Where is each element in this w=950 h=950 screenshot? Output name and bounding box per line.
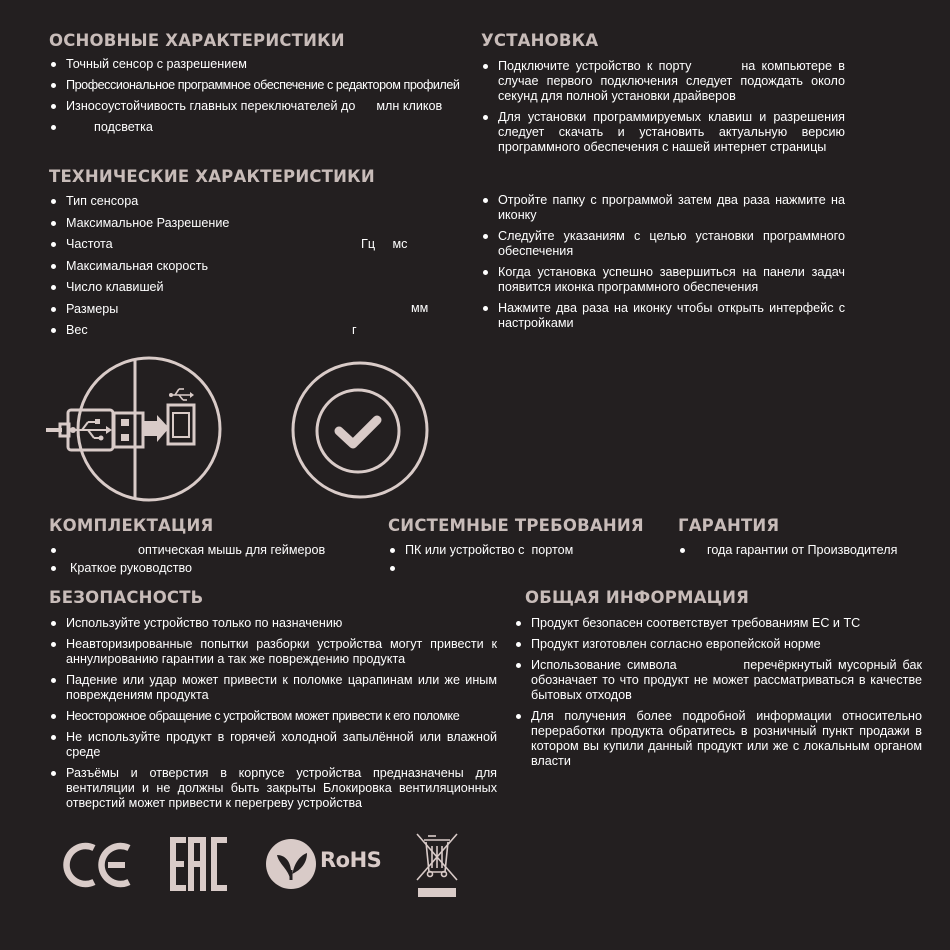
list-item: Отройте папку с программой затем два раза нажмите на иконку: [481, 193, 845, 223]
list-item: Максимальная скорость: [49, 259, 439, 274]
list-item: Продукт безопасен соответствует требованиям ЕС и ТС: [514, 616, 922, 631]
list-item: года гарантии от Производителя: [678, 543, 938, 558]
frequency-units: Гц мс: [361, 237, 408, 251]
list-item: Неосторожное обращение с устройством может привести к его поломке: [49, 709, 497, 724]
package-heading: КОМПЛЕКТАЦИЯ: [49, 516, 214, 535]
list-item: Продукт изготовлен согласно европейской норме: [514, 637, 922, 652]
list-item: Для установки программируемых клавиш и разрешения следует скачать и установить актуальную версию программного обеспечения с нашей интернет страницы: [481, 110, 845, 155]
list-item: Для получения более подробной информации относительно переработки продукта обратитесь в розничный пункт продажи в котором вы купили данный продукт или же с локальным органом власти: [514, 709, 922, 769]
tech-specs-list: [49, 194, 439, 338]
main-features-heading: ОСНОВНЫЕ ХАРАКТЕРИСТИКИ: [49, 31, 345, 50]
installation-list-b: [481, 193, 845, 331]
tech-specs-heading: ТЕХНИЧЕСКИЕ ХАРАКТЕРИСТИКИ: [49, 167, 375, 186]
list-item: Число клавишей: [49, 280, 439, 295]
list-item: Неавторизированные попытки разборки устройства могут привести к аннулированию гарантии а так же повреждению продукта: [49, 637, 497, 667]
list-item: Износоустойчивость главных переключателей до млн кликов: [49, 99, 489, 114]
list-item: Размеры: [49, 302, 439, 317]
list-item: Точный сенсор с разрешением: [49, 57, 489, 72]
rohs-leaf-icon: [265, 838, 317, 890]
checkmark-circle-icon: [290, 360, 430, 500]
system-requirements-heading: СИСТЕМНЫЕ ТРЕБОВАНИЯ: [388, 516, 644, 535]
safety-list: [49, 616, 497, 811]
list-item: Максимальное Разрешение: [49, 216, 439, 231]
list-item: Использование символа перечёркнутый мусорный бак обозначает то что продукт не может рассматриваться в качестве бытовых отходов: [514, 658, 922, 703]
general-info-list: [514, 616, 926, 769]
main-features-list: [49, 57, 489, 135]
list-item: Падение или удар может привести к поломке царапинам или же иным повреждениям продукта: [49, 673, 497, 703]
rohs-label: RoHS: [320, 848, 382, 872]
list-item: Частота: [49, 237, 439, 252]
list-item: оптическая мышь для геймеров: [49, 543, 389, 558]
list-item: Не используйте продукт в горячей холодной запылённой или влажной среде: [49, 730, 497, 760]
list-item: ПК или устройство с портом: [388, 543, 658, 558]
general-info-heading: ОБЩАЯ ИНФОРМАЦИЯ: [525, 588, 750, 607]
list-item: [388, 561, 658, 576]
list-item: Нажмите два раза на иконку чтобы открыть интерфейс с настройками: [481, 301, 845, 331]
list-item: Профессиональное программное обеспечение с редактором профилей: [49, 78, 489, 93]
package-list: [49, 543, 389, 576]
safety-heading: БЕЗОПАСНОСТЬ: [49, 588, 204, 607]
list-item: Когда установка успешно завершиться на панели задач появится иконка программного обеспечения: [481, 265, 845, 295]
list-item: Тип сенсора: [49, 194, 439, 209]
list-item: подсветка: [49, 120, 489, 135]
crossed-bin-icon: [414, 832, 460, 898]
system-requirements-list: [388, 543, 658, 576]
list-item: Краткое руководство: [49, 561, 389, 576]
list-item: Разъёмы и отверстия в корпусе устройства предназначены для вентиляции и не должны быть закрыты Блокировка вентиляционных отверстий может привести к перегреву устройства: [49, 766, 497, 811]
usb-connect-icon: [40, 358, 230, 503]
warranty-heading: ГАРАНТИЯ: [678, 516, 780, 535]
list-item: Подключите устройство к порту на компьютере в случае первого подключения следует подождать около секунд для полной установки драйверов: [481, 59, 845, 104]
installation-list-a: [481, 59, 877, 155]
eac-mark-icon: [170, 837, 228, 891]
installation-heading: УСТАНОВКА: [481, 31, 599, 50]
list-item: Используйте устройство только по назначению: [49, 616, 497, 631]
weight-unit: г: [352, 323, 357, 337]
size-unit: мм: [411, 301, 429, 315]
ce-mark-icon: [63, 840, 135, 890]
list-item: Вес: [49, 323, 439, 338]
list-item: Следуйте указаниям с целью установки программного обеспечения: [481, 229, 845, 259]
warranty-list: [678, 543, 938, 558]
